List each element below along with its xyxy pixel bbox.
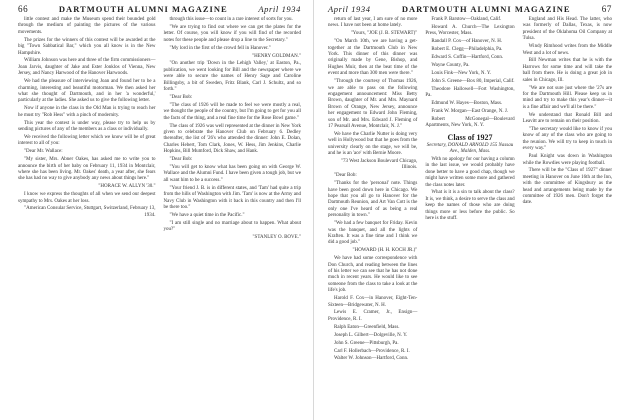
paragraph: little contest and make the Museum spend their bounded gold through the medium of painting the pictures of the various movements.	[18, 17, 156, 35]
column-3	[523, 17, 612, 364]
list-item: Robert E. Clegg—Philadelphia, Pa.	[431, 47, 503, 53]
paragraph: Paul Knight was down in Washington while the Rowdies were playing football.	[522, 154, 612, 166]
paragraph: through this issue—to count in a rare interest of sorts for you.	[169, 17, 293, 22]
page-number: 66	[18, 4, 29, 14]
paragraph: William Johnson was here and three of the firm commissioners—Joan Jarvis, daughter of Jake and Ester Jonklos of Vienna, New Jersey, and Nancy Harwood of the Hanover Harwoods.	[18, 58, 156, 77]
class-secretary: Secretary, DONALD ARNOLD 155 Nassau Ave., Malden, Mass.	[426, 142, 514, 154]
list-item: Harold F. Cox—in Hanover, Eight-Ten-Sixteen—Bridgewater, N. H.	[328, 296, 418, 308]
paragraph: "The secretary would like to know if you know of any of the class who are going to the reunion. We will try to keep in touch in every way."	[522, 127, 612, 152]
list-item: John S. Greene—Box 80, Imperial, Calif.	[431, 78, 515, 84]
paragraph: return of last year, I am sure of no more news. I have not been at home lately.	[328, 17, 418, 29]
column-1	[18, 17, 156, 243]
list-item: Louis Fink—New York, N. Y.	[431, 70, 492, 76]
letter-body: "The class of 1926 will be made to feel we were mostly a real, we thought the people of the country, but I'm going to get for you all the facts of the thing, and a real fine time for the Rose Bowl game."	[163, 102, 301, 121]
paragraph: "We are trying to find out where we can get the plates for the letter. Of course, you will know if you will find of the recorded notes for these people and please drop a line to the Secretary."	[163, 24, 301, 43]
letter-salutation: "Dear Bob:	[334, 173, 357, 179]
list-item: Edward S. Coffin—Hartford, Conn.	[431, 55, 504, 61]
letter-signature: "HOWARD (H. H. KOCH JR.)"	[352, 248, 418, 254]
paragraph: We understand that Ronald Bill and Leavitt are to remain on their position.	[522, 112, 612, 125]
list-item: Walter W. Johnson—Hartford, Conn.	[334, 356, 409, 362]
letter-address: "73 West Jackson Boulevard Chicago, Illinois.	[340, 159, 418, 171]
section-heading: Class of 1927	[447, 132, 493, 142]
paragraph: Bill Newman writes that he is with the Harrows for some time and will take the ball from there. He is doing a great job in sales in Chicago, Ill.	[522, 58, 612, 83]
list-item: Ralph Eaton—Greenfield, Mass.	[334, 324, 400, 330]
letter-body: "Thanks for the 'personal' note. Things have been good down here in Chicago. We hope that you all go to Hanover for the Dartmouth Reunion, and Art Van Cott is the only one I've heard of as being a real personality in town."	[328, 181, 418, 219]
paragraph: There will be the "Class of 1927" dinner meeting in Hanover on June 16th at the Inn, with the committee of Kingsbury as the head and arrangements being made by the committee of 1926 men. Don't forget the date.	[522, 168, 612, 206]
paragraph: With no apology for our having a column in the last issue, we would probably have done better to have a good chap, though we might have written some more and gathered the class notes later.	[425, 156, 515, 188]
paragraph: The prizes for the winners of this contest will be awarded at the big "Town Sabbatical Bar," which you all know is in the New Hampshire.	[18, 37, 156, 56]
paragraph: We received the following letter which we know will be of great interest to all of you:	[18, 134, 156, 147]
text-columns	[18, 17, 301, 243]
text-columns	[328, 17, 612, 364]
paragraph: "Through the courtesy of Thomas 1926, we are able to pass on the following engagement announcement: Miss Betty Brown, daughter of Mr. and Mrs. Maynard Brown of Orange, New Jersey, announce her engagement to Edward John Fleming, son of Mr. and Mrs. Edward J. Fleming of 17 Pearsall Avenue, Montclair, N. J."	[328, 79, 418, 129]
letter-signature: "HORACE W. ALLYN '30."	[98, 184, 156, 190]
paragraph: We have the Charlie Nutter is doing very well in Hollywood but that he goes from the university clearly on the stage, we will be, and he is an 'ace' with Bernie Moore.	[328, 131, 418, 157]
paragraph: Now if anyone in the class in the Old Man is trying to reach her he must try "Rob Hess" with a pinch of modernity.	[18, 106, 156, 118]
list-item: Carl F. Hollerbach—Providence, R. I.	[334, 348, 410, 354]
list-item: Edmund W. Hayes—Boston, Mass.	[431, 100, 503, 106]
paragraph: "On another trip 'Down in the Lehigh Valley,' at Easton, Pa., publication, we went looking for Bill and the newspaper where we were able to secure the names of Henry Sage and Caroline Billingsby, a bit of Sweden, Fritz Blank, Carl J. Schultz, and so forth."	[163, 61, 301, 93]
list-item: Randall P. Cox—of Hanover, N. H.	[431, 39, 503, 45]
letter-salutation: "Dear Bob:	[169, 94, 193, 100]
list-item: Lewis E. Cramer, Jr., Ensign—Providence, R. I.	[328, 310, 418, 322]
letter-body: "My sister, Mrs. Abner Oakes, has asked me to write you to announce the birth of her baby on February 11, 1934 in Montclair, where she has been living. Mr. Oakes' death, a year after, she fears she has had no way to give anybody any news about things here."	[18, 157, 156, 182]
letter-dateline: "American Consular Service, Stuttgart, Switzerland, February 13, 1934.	[24, 206, 156, 218]
paragraph: "We are not sure just where the '27s are for the Dartmouth Hill. Please keep us in mind and try to make this year's dinner—it is a fine affair and we'll all be there."	[522, 85, 612, 110]
list-item: Robert McGonegal—Boulevard Apartments, New York, N. Y.	[425, 116, 515, 129]
page-number: 67	[601, 4, 612, 14]
list-item: Howard A. Church—The Lexington Press, Worcester, Mass.	[425, 24, 515, 37]
column-2	[164, 17, 302, 243]
page-header	[328, 4, 612, 17]
paragraph: We have had some correspondence with Don Church, and reading between the lines of his letter we can see that he has not done much in recent years. He would like to see someone from the class to take a look at the life's job.	[328, 256, 418, 294]
issue-date: April 1934	[258, 4, 301, 14]
list-item: Joseph L. Gilbert—Dolgeville, N. Y.	[334, 332, 408, 338]
list-item: Wayne County, Pa.	[431, 62, 470, 68]
letter-body: "We have a quiet time in the Pacific."	[169, 212, 245, 218]
letter-salutation: "Dear Mr. Wallace:	[24, 149, 63, 155]
letter-salutation: "Dear Bob:	[169, 157, 193, 163]
paragraph: "On March 10th, we are having a get-together at the Dartmouth Club in New York. This dinner of this dinner was originally made by Gene, Bishop, and Hughes Muir, then at the beat time of the event and more than 300 men were there."	[328, 39, 418, 77]
magazine-title: DARTMOUTH ALUMNI MAGAZINE	[401, 4, 571, 14]
paragraph: What is it is a sin to talk about the class? It is, we think, a desire to serve the class and keep the names of those who are doing things more or less before the public. So here is the stuff.	[425, 190, 515, 222]
letter-signature: "HENRY GOLDMAN."	[252, 53, 301, 59]
list-item: Frank P. Barstow—Oakland, Calif.	[431, 17, 502, 22]
letter-signature: "STANLEY O. BOVE."	[252, 235, 301, 241]
list-item: Theodore Hallowell—Fort Washington, Pa.	[425, 86, 515, 99]
paragraph: England and His Head. The latter, who was formerly of Dallas, Texas, is now president of the Oklahoma Oil Company at Tulsa.	[522, 17, 612, 42]
magazine-title: DARTMOUTH ALUMNI MAGAZINE	[58, 4, 228, 14]
letter-body: "We had a few banquet for Friday. Kevin was the banquet, and all the lights of Kraften. It was a fine time and I think we did a good job."	[328, 221, 418, 246]
paragraph: The class of 1926 was well represented at the dinner in New York given to celebrate the Hanover Club on February 6. Dedley thereafter, the list of '26's who attended the dinner: John E. Dolan, Charles Hebert, Tom Clark, Jones, W. Hess, Jim Jenkins, Charlie Hopkins, Bill Mumford, Dick Shaw, and Hank.	[163, 123, 301, 155]
issue-date: April 1934	[328, 4, 371, 14]
list-item: John S. Greene—Pittsburgh, Pa.	[334, 340, 399, 346]
paragraph: This year the contest is under way, please try to help us by sending pictures of any of the members as a class or individually.	[18, 120, 156, 132]
paragraph: "My lord in the first of the crowd fell in Hanover."	[169, 45, 271, 51]
letter-body: "I am still single and no marriage about to happen. What about you?"	[163, 220, 301, 233]
list-item: Frank W. Morgan—East Orange, N. J.	[431, 108, 509, 114]
column-2	[425, 17, 514, 364]
column-1	[328, 17, 417, 364]
page-header	[18, 4, 301, 17]
letter-body: "Your friend J. B. is in different states, and 'Tam' had quite a trip from the hills of Washington with Jim. 'Tam' is now at the Army and Navy Club in Washington with it back in this country and then I'll be there too."	[163, 185, 301, 210]
paragraph: Windy Rimhood writes from the Middle West and a lot of news.	[522, 44, 612, 56]
letter-signature: "Yours, "JOE (J. B. STEWART)"	[350, 31, 418, 37]
letter-body: "You will get to know what has been going on with George W. Wallace and the Alumni Fund. I have been given a tough job, but we all want him to be a success."	[163, 165, 301, 183]
paragraph: We had the pleasure of interviewing Joan and found her to be a charming, interesting and beautiful motorman. We then asked her what she thought of Dartmouth, and in her 'a wonderful,' particularly at the ladies. She asked us to give the following letter.	[18, 79, 156, 104]
right-page	[314, 0, 628, 420]
paragraph: I know we express the thoughts of all when we send our deepest sympathy to Mrs. Oakes at her loss.	[18, 192, 156, 204]
